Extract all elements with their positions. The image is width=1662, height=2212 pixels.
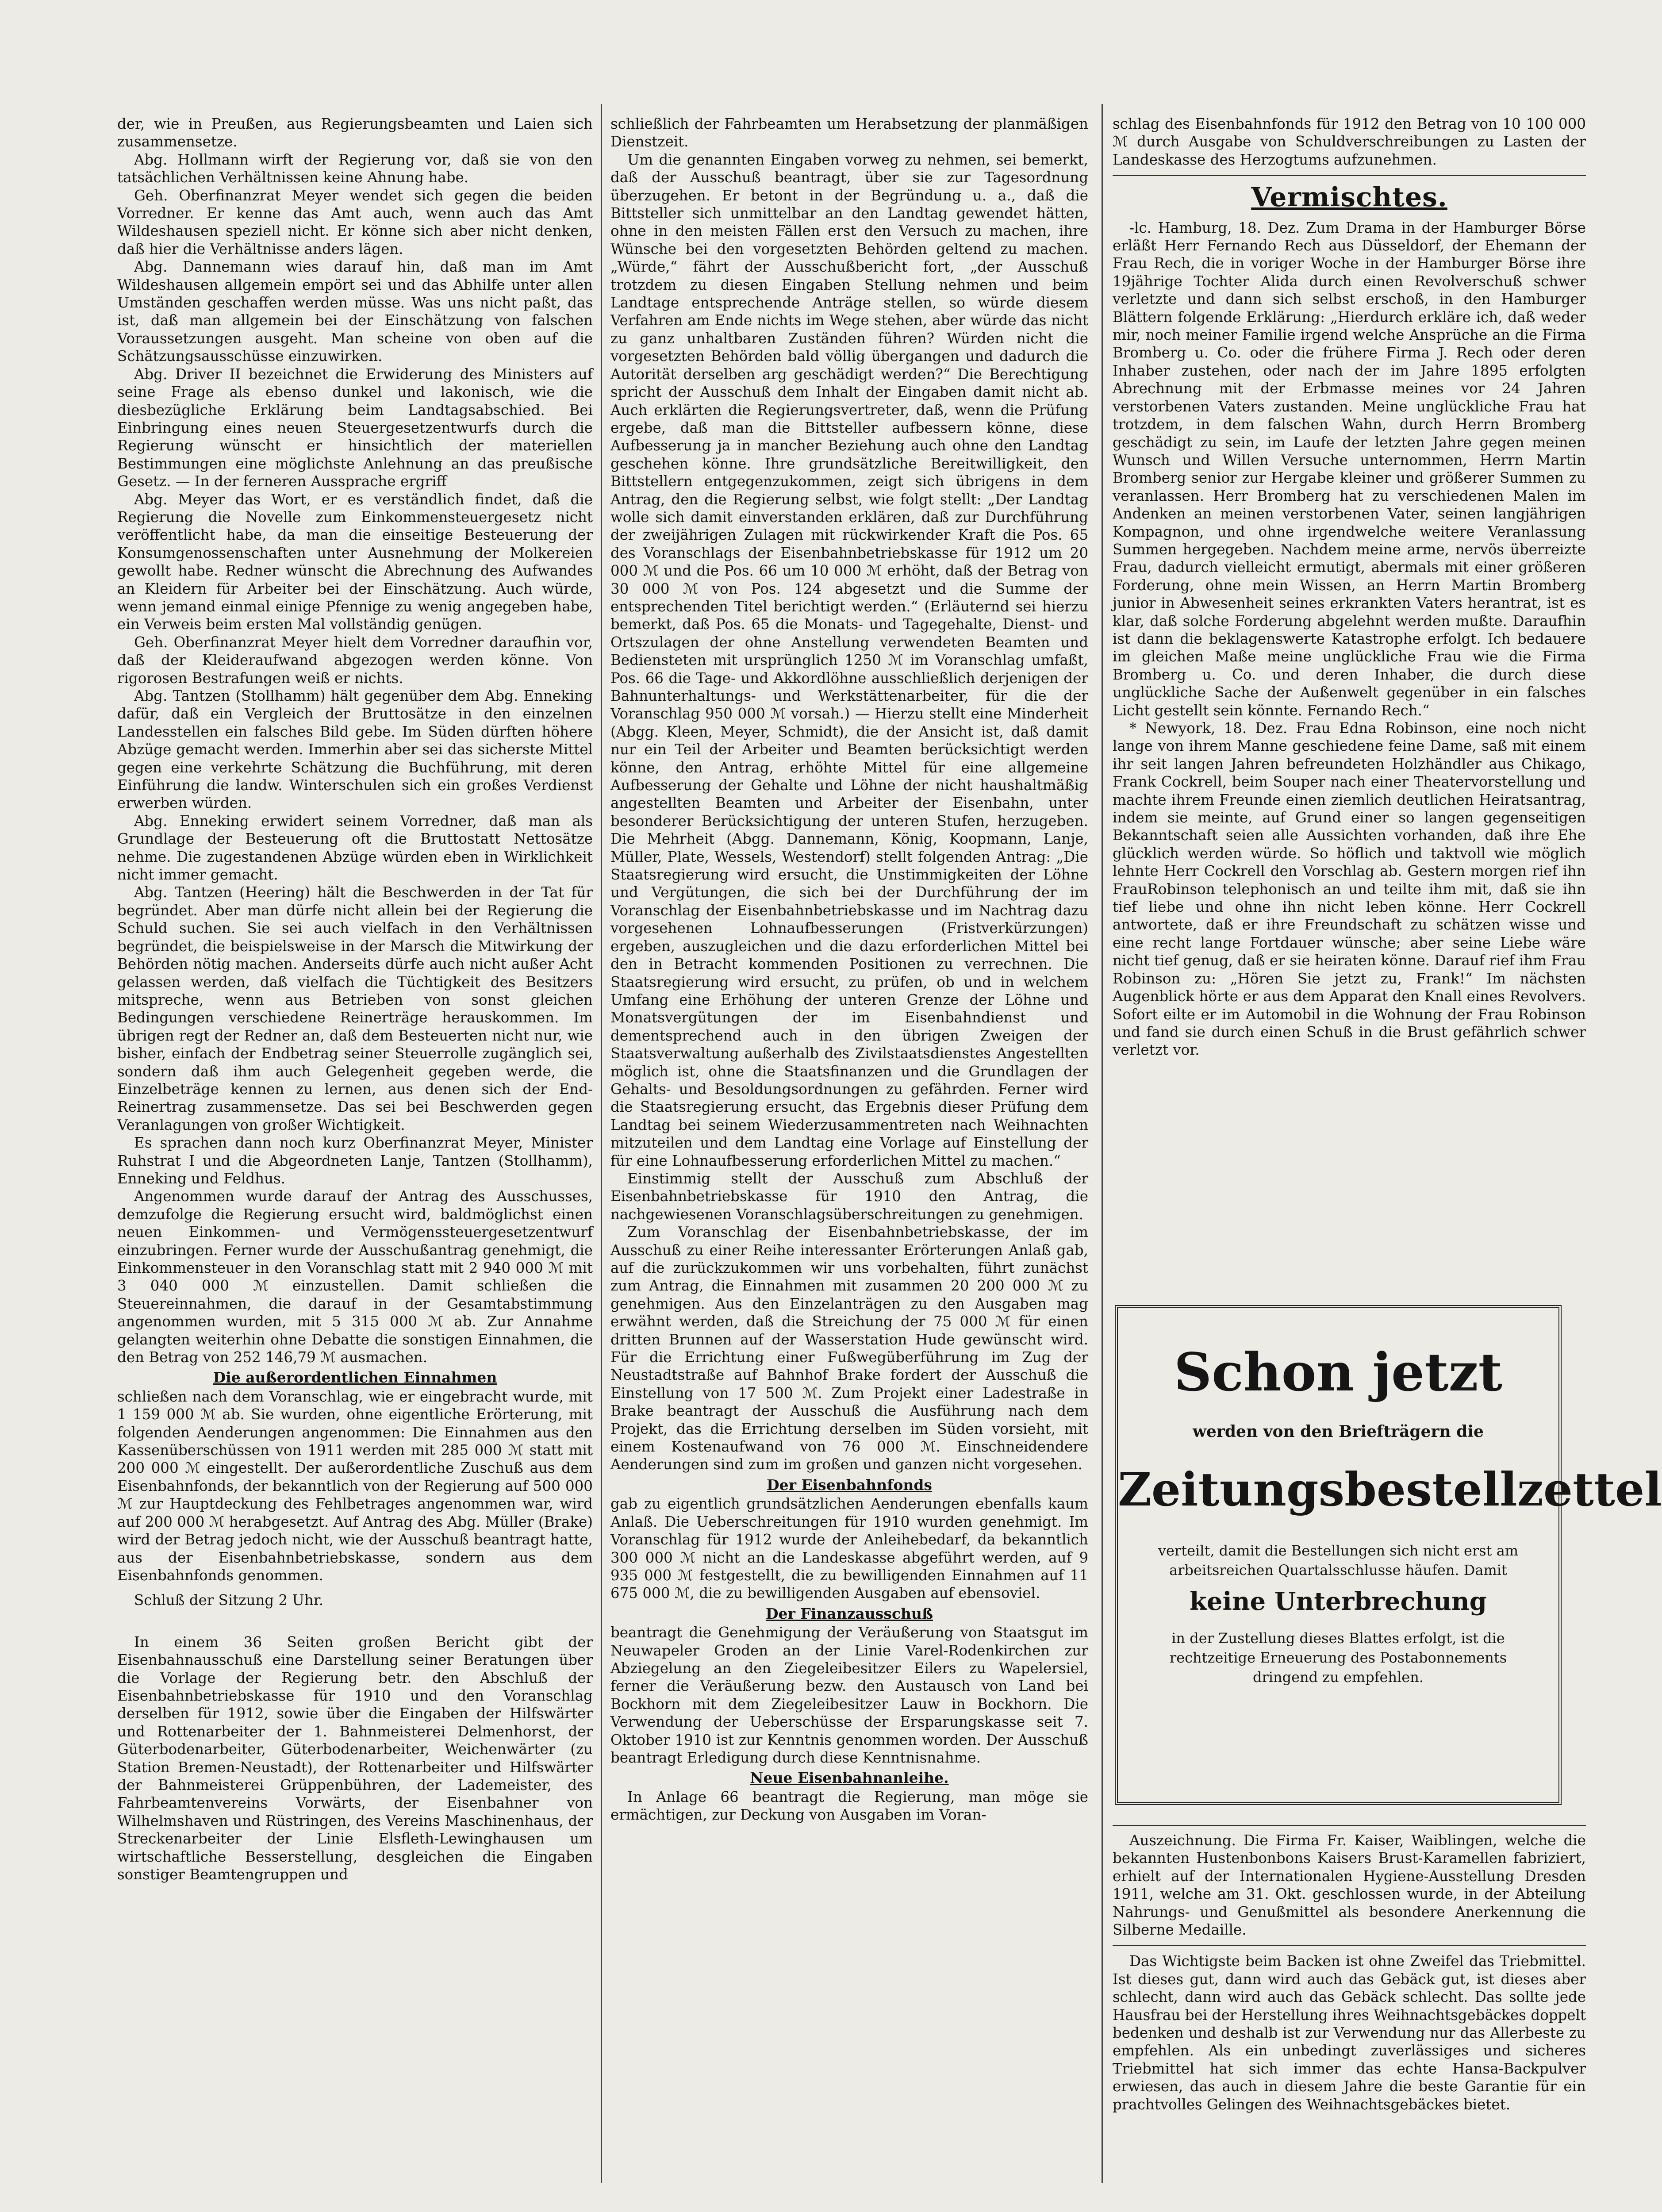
ad-text: werden von den Briefträgern die	[1193, 1422, 1484, 1441]
news-item-hamburg: -lc. Hamburg, 18. Dez. Zum Drama in der Hamburger Börse erläßt Herr Fernando Rech aus Düsseldorf, der Ehemann der Frau Rech, die in voriger Woche in der Hamburger Börse ihre 19jährige Tochter Alida durch einen Revolverschuß schwer verletzte und dann sich selbst erschoß, in den Hamburger Blättern folgende Erklärung: „Hierdurch erkläre ich, daß weder mir, noch meiner Familie irgend welche Ansprüche an die Firma Bromberg u. Co. oder die frühere Firma J. Rech oder deren Inhaber zustehen, oder nach der im Jahre 1895 erfolgten Abrechnung mit der Erbmasse meines vor 24 Jahren verstorbenen Vaters zustanden. Meine unglückliche Frau hat trotzdem, in dem falschen Wahn, durch Herrn Bromberg geschädigt zu sein, im Laufe der letzten Jahre gegen meinen Wunsch und Willen Versuche unternommen, Herrn Martin Bromberg senior zur Hergabe kleiner und größerer Summen zu veranlassen. Herr Bromberg hat zu verschiedenen Malen im Andenken an meinen verstorbenen Vater, seinen langjährigen Kompagnon, und ohne irgendwelche weitere Veranlassung Summen hergegeben. Nachdem meine arme, nervös überreizte Frau, dadurch vielleicht ermutigt, abermals mit einer größeren Forderung, ohne mein Wissen, an Herrn Martin Bromberg junior in Abwesenheit seines erkrankten Vaters herantrat, ist es klar, daß solche Forderung abgelehnt werden mußte. Daraufhin ist dann die beklagenswerte Katastrophe erfolgt. Ich bedauere im gleichen Maße meine unglückliche Frau wie die Firma Bromberg u. Co. und deren Inhaber, die durch diese unglückliche Sache der Außenwelt gegenüber in ein falsches Licht gestellt sein könnte. Fernando Rech.“	[1113, 219, 1586, 719]
notice-auszeichnung: Auszeichnung. Die Firma Fr. Kaiser, Waiblingen, welche die bekannten Hustenbonbons Kaisers Brust-Karamellen fabriziert, erhielt auf der Internationalen Hygiene-Ausstellung Dresden 1911, welche am 31. Okt. geschlossen wurde, in der Abteilung Nahrungs- und Genußmittel als besondere Anerkennung die Silberne Medaille.	[1113, 1832, 1586, 1939]
paragraph: Abg. Tantzen (Stollhamm) hält gegenüber dem Abg. Enneking dafür, daß ein Vergleich der Bruttosätze in den einzelnen Landesstellen ein falsches Bild gebe. Im Süden dürften höhere Abzüge gemacht werden. Immerhin aber sei das sicherste Mittel gegen eine verkehrte Schätzung die Buchführung, mit deren Einführung die landw. Winterschulen sich ein großes Verdienst erwerben würden.	[117, 687, 593, 812]
paragraph: Abg. Enneking erwidert seinem Vorredner, daß man als Grundlage der Besteuerung oft die Bruttostatt Nettosätze nehme. Die zugestandenen Abzüge würden eben in Wirklichkeit nicht immer gemacht.	[117, 812, 593, 883]
paragraph: Abg. Meyer das Wort, er es verständlich findet, daß die Regierung die Novelle zum Einkommensteuergesetz nicht veröffentlicht habe, da man die einseitige Besteuerung der Konsumgenossenschaften unter Ausnehmung der Molkereien gewollt habe. Redner wünscht die Abrechnung des Aufwandes an Kleidern für Arbeiter bei der Einschätzung. Auch würde, wenn jemand einmal einige Pfennige zu wenig angegeben habe, ein Verweis beim ersten Mal vollständig genügen.	[117, 491, 593, 633]
column-rule-1	[601, 104, 602, 2183]
subscription-advertisement	[1115, 1305, 1662, 1805]
ad-text: in der Zustellung dieses Blattes erfolgt, ist die rechtzeitige Erneuerung des Postabonnements dringend zu empfehlen.	[1169, 1630, 1507, 1686]
paragraph: gab zu eigentlich grundsätzlichen Aenderungen ebenfalls kaum Anlaß. Die Ueberschreitungen für 1910 wurden genehmigt. Im Voranschlag für 1912 wurde der Anleihebedarf, da bekanntlich 300 000 ℳ nicht an die Landeskasse abgeführt werden, auf 9 935 000 ℳ festgestellt, die zu bewilligenden Einnahmen auf 11 675 000 ℳ, die zu bewilligenden Ausgaben auf ebensoviel.	[610, 1495, 1088, 1602]
paragraph: Abg. Hollmann wirft der Regierung vor, daß sie von den tatsächlichen Verhältnissen keine Ahnung habe.	[117, 151, 593, 186]
section-heading: Neue Eisenbahnanleihe.	[750, 1769, 949, 1787]
section-divider	[1113, 175, 1586, 176]
paragraph: Geh. Oberfinanzrat Meyer wendet sich gegen die beiden Vorredner. Er kenne das Amt auch, wenn auch das Amt Wildeshausen speziell nicht. Er könne sich aber nicht denken, daß hier die Verhältnisse anders lägen.	[117, 187, 593, 257]
section-heading: Die außerordentlichen Einnahmen	[213, 1369, 497, 1386]
ad-headline-2: Zeitungsbestellzettel	[1118, 1462, 1662, 1517]
column-3	[1113, 115, 1586, 1059]
paragraph: Angenommen wurde darauf der Antrag des Ausschusses, demzufolge die Regierung ersucht wird, baldmöglichst einen neuen Einkommen- und Vermögenssteuergesetzentwurf einzubringen. Ferner wurde der Ausschußantrag genehmigt, die Einkommensteuer in den Voranschlag statt mit 2 940 000 ℳ mit 3 040 000 ℳ einzustellen. Damit schließen die Steuereinnahmen, die darauf in der Gesamtabstimmung angenommen wurden, mit 5 315 000 ℳ ab. Zur Annahme gelangten weiterhin ohne Debatte die sonstigen Einnahmen, die den Betrag von 252 146,79 ℳ ausmachen.	[117, 1188, 593, 1366]
paragraph: In einem 36 Seiten großen Bericht gibt der Eisenbahnausschuß eine Darstellung seiner Beratungen über die Vorlage der Regierung betr. den Abschluß der Eisenbahnbetriebskasse für 1910 und den Voranschlag derselben für 1912, sowie über die Eingaben der Hilfswärter und Rottenarbeiter der 1. Bahnmeisterei Delmenhorst, der Güterbodenarbeiter, Güterbodenarbeiter, Weichenwärter (zu Station Bremen-Neustadt), der Rottenarbeiter und Hilfswärter der Bahnmeisterei Grüppenbühren, der Lademeister, des Fahrbeamtenvereins Vorwärts, der Eisenbahner von Wilhelmshaven und Rüstringen, des Vereins Maschinenhaus, der Streckenarbeiter der Linie Elsfleth-Lewinghausen um wirtschaftliche Besserstellung, desgleichen die Eingaben sonstiger Beamtengruppen und	[117, 1633, 593, 1883]
paragraph: Geh. Oberfinanzrat Meyer hielt dem Vorredner daraufhin vor, daß der Kleideraufwand abgezogen werden könne. Von rigorosen Bestrafungen weiß er nichts.	[117, 634, 593, 687]
paragraph: Abg. Driver II bezeichnet die Erwiderung des Ministers auf seine Frage als ebenso dunkel und lakonisch, wie die diesbezügliche Erklärung beim Landtagsabschied. Bei Einbringung eines neuen Steuergesetzentwurfs durch die Regierung wünscht er hinsichtlich der materiellen Bestimmungen eine möglichste Anlehnung an das preußische Gesetz. — In der ferneren Aussprache ergriff	[117, 365, 593, 490]
section-divider	[1113, 1945, 1586, 1946]
column-1	[117, 115, 593, 1883]
paragraph: Abg. Dannemann wies darauf hin, daß man im Amt Wildeshausen allgemein empört sei und das Abhilfe unter allen Umständen geschaffen werden müsse. Was uns nicht paßt, das ist, daß man allgemein bei der Einschätzung von falschen Voraussetzungen ausgeht. Man scheine von oben auf die Schätzungsausschüsse einzuwirken.	[117, 258, 593, 365]
paragraph: Um die genannten Eingaben vorweg zu nehmen, sei bemerkt, daß der Ausschuß beantragt, über sie zur Tagesordnung überzugehen. Er betont in der Begründung u. a., daß die Bittsteller sich unmittelbar an den Landtag gewendet hätten, ohne in den meisten Fällen erst den Versuch zu machen, ihre Wünsche bei den vorgesetzten Behörden geltend zu machen. „Würde,“ fährt der Ausschußbericht fort, „der Ausschuß trotzdem zu diesen Eingaben Stellung nehmen und beim Landtage entsprechende Anträge stellen, so würde diesem Verfahren am Ende nichts im Wege stehen, aber würde das nicht zu ganz unhaltbaren Zuständen führen? Würden nicht die vorgesetzten Behörden bald völlig übergangen und dadurch die Autorität derselben arg geschädigt werden?“ Die Berechtigung spricht der Ausschuß dem Inhalt der Eingaben damit nicht ab. Auch erklärten die Regierungsvertreter, daß, wenn die Prüfung ergebe, daß man die Bittsteller aufbessern könne, diese Aufbesserung ja in mancher Beziehung auch ohne den Landtag geschehen könne. Ihre grundsätzliche Bereitwilligkeit, den Bittstellern entgegenzukommen, zeigt sich übrigens in dem Antrag, den die Regierung selbst, wie folgt stellt: „Der Landtag wolle sich damit einverstanden erklären, daß zur Durchführung der zweijährigen Zulagen mit rückwirkender Kraft die Pos. 65 des Voranschlags der Eisenbahnbetriebskasse für 1912 um 20 000 ℳ und die Pos. 66 um 10 000 ℳ erhöht, daß der Betrag von 30 000 ℳ von Pos. 124 abgesetzt und die Summe der entsprechenden Titel berichtigt werden.“ (Erläuternd sei hierzu bemerkt, daß Pos. 65 die Monats- und Tagegehalte, Dienst- und Ortszulagen der ohne Anstellung verwendeten Beamten und Bediensteten mit ursprünglich 1250 ℳ im Voranschlag umfaßt, Pos. 66 die Tage- und Akkordlöhne ausschließlich derjenigen der Bahnunterhaltungs- und Werkstättenarbeiter, für die der Voranschlag 950 000 ℳ vorsah.) — Hierzu stellt eine Minderheit (Abgg. Kleen, Meyer, Schmidt), die der Ansicht ist, daß damit nur ein Teil der Arbeiter und Beamten berücksichtigt werden könne, den Antrag, erhöhte Mittel für eine allgemeine Aufbesserung der Gehalte und Löhne der nicht haushaltmäßig angestellten Beamten und Arbeiter der Eisenbahn, unter besonderer Berücksichtigung der unteren Stufen, herzugeben. Die Mehrheit (Abgg. Dannemann, König, Koopmann, Lanje, Müller, Plate, Wessels, Westendorf) stellt folgenden Antrag: „Die Staatsregierung wird ersucht, die Unstimmigkeiten der Löhne und Vergütungen, die sich bei der Durchführung der im Voranschlag der Eisenbahnbetriebskasse und im Nachtrag dazu vorgesehenen Lohnaufbesserungen (Fristverkürzungen) ergeben, auszugleichen und die dazu erforderlichen Mittel bei den in Betracht kommenden Positionen zu verrechnen. Die Staatsregierung wird ersucht, zu prüfen, ob und in welchem Umfang eine Erhöhung der unteren Grenze der Löhne und Monatsvergütungen der im Eisenbahndienst und dementsprechend auch in den übrigen Zweigen der Staatsverwaltung außerhalb des Zivilstaatsdienstes Angestellten möglich ist, ohne die Staatsfinanzen und die Grundlagen der Gehalts- und Besoldungsordnungen zu gefährden. Ferner wird die Staatsregierung ersucht, das Ergebnis dieser Prüfung dem Landtag bei seinem Wiederzusammentreten nach Weihnachten mitzuteilen und dem Landtag eine Vorlage auf Einstellung der für eine Lohnaufbesserung erforderlichen Mittel zu machen.“	[610, 151, 1088, 1169]
news-item-newyork: * Newyork, 18. Dez. Frau Edna Robinson, eine noch nicht lange von ihrem Manne geschiedene feine Dame, saß mit einem ihr seit langen Jahren befreundeten Holzhändler aus Chikago, Frank Cockrell, beim Souper nach einer Theatervorstellung und machte ihrem Freunde einen ziemlich deutlichen Heiratsantrag, indem sie meinte, auf Grund einer so langen gegenseitigen Bekanntschaft seien alle Aussichten vorhanden, daß ihre Ehe glücklich werden würde. So höflich und taktvoll wie möglich lehnte Herr Cockrell den Vorschlag ab. Gestern morgen rief ihn FrauRobinson telephonisch an und teilte ihm mit, daß sie ihn tief liebe und ohne ihn nicht leben könne. Herr Cockrell antwortete, daß er ihre Freundschaft zu schätzen wisse und eine recht lange Fortdauer wünsche; aber seine Liebe wäre nicht tief genug, daß er sie heiraten könne. Darauf rief ihm Frau Robinson zu: „Hören Sie jetzt zu, Frank!“ Im nächsten Augenblick hörte er aus dem Apparat den Knall eines Revolvers. Sofort eilte er im Automobil in die Wohnung der Frau Robinson und fand sie durch einen Schuß in die Brust gefährlich schwer verletzt vor.	[1113, 720, 1586, 1059]
notices-section	[1113, 1832, 1586, 2113]
section-divider	[1113, 1825, 1586, 1826]
paragraph: Zum Voranschlag der Eisenbahnbetriebskasse, der im Ausschuß zu einer Reihe interessanter Erörterungen Anlaß gab, auf die zurückzukommen wir uns vorbehalten, führt zunächst zum Antrag, die Einnahmen mit zusammen 20 200 000 ℳ zu genehmigen. Aus den Einzelanträgen zu den Ausgaben mag erwähnt werden, daß die Streichung der 75 000 ℳ für einen dritten Brunnen auf der Wasserstation Hude gewünscht wird. Für die Errichtung einer Fußwegüberführung im Zug der Neustadtstraße auf Bahnhof Brake fordert der Ausschuß die Einstellung von 17 500 ℳ. Zum Projekt einer Ladestraße in Brake beantragt der Ausschuß die Ausführung nach dem Projekt, das die Errichtung derselben im Süden vorsieht, mit einem Kostenaufwand von 76 000 ℳ. Einschneidendere Aenderungen sind zum im großen und ganzen nicht vorgesehen.	[610, 1224, 1088, 1473]
notice-backen: Das Wichtigste beim Backen ist ohne Zweifel das Triebmittel. Ist dieses gut, dann wird auch das Gebäck gut, ist dieses aber schlecht, dann wird auch das Gebäck schlecht. Das sollte jede Hausfrau bei der Herstellung ihres Weihnachtsgebäckes doppelt bedenken und deshalb ist zur Verwendung nur das Allerbeste zu empfehlen. Als ein unbedingt zuverlässiges und sicheres Triebmittel hat sich immer das echte Hansa-Backpulver erwiesen, das auch in diesem Jahre die beste Garantie für ein prachtvolles Gelingen des Weihnachtsgebäckes bietet.	[1113, 1953, 1586, 2113]
ad-headline: Schon jetzt	[1174, 1341, 1503, 1403]
paragraph: In Anlage 66 beantragt die Regierung, man möge sie ermächtigen, zur Deckung von Ausgaben im Voran-	[610, 1788, 1088, 1824]
ad-emphasis: keine Unterbrechung	[1190, 1587, 1487, 1616]
paragraph: der, wie in Preußen, aus Regierungsbeamten und Laien sich zusammensetze.	[117, 115, 593, 150]
paragraph: Einstimmig stellt der Ausschuß zum Abschluß der Eisenbahnbetriebskasse für 1910 den Antrag, die nachgewiesenen Voranschlagsüberschreitungen zu genehmigen.	[610, 1170, 1088, 1223]
paragraph: Abg. Tantzen (Heering) hält die Beschwerden in der Tat für begründet. Aber man dürfe nicht allein bei der Regierung die Schuld suchen. Sie sei auch vielfach in den Verhältnissen begründet, die beispielsweise in der Marsch die Mitwirkung der Behörden nötig machen. Anderseits dürfe auch nicht außer Acht gelassen werden, daß vielfach die Tüchtigkeit des Besitzers mitspreche, wenn aus Betrieben von sonst gleichen Bedingungen verschiedene Reinerträge herauskommen. Im übrigen regt der Redner an, daß dem Besteuerten nicht nur, wie bisher, einfach der Endbetrag seiner Steuerrolle zugänglich sei, sondern daß ihm auch Gelegenheit gegeben werde, die Einzelbeträge kennen zu lernen, aus denen sich der End-Reinertrag zusammensetze. Das sei bei Beschwerden gegen Veranlagungen von großer Wichtigkeit.	[117, 884, 593, 1133]
session-end-line: Schluß der Sitzung 2 Uhr.	[134, 1592, 324, 1609]
section-title-vermischtes: Vermischtes.	[1251, 182, 1447, 213]
paragraph: beantragt die Genehmigung der Veräußerung von Staatsgut im Neuwapeler Groden an der Linie Varel-Rodenkirchen zur Abziegelung an den Ziegeleibesitzer Eilers zu Wapelersiel, ferner die Veräußerung bezw. den Austausch von Land bei Bockhorn mit dem Ziegeleibesitzer Lauw in Bockhorn. Die Verwendung der Ueberschüsse der Ersparungskasse seit 7. Oktober 1910 ist zur Kenntnis genommen worden. Der Ausschuß beantragt Erledigung durch diese Kenntnisnahme.	[610, 1624, 1088, 1766]
paragraph: schließen nach dem Voranschlag, wie er eingebracht wurde, mit 1 159 000 ℳ ab. Sie wurden, ohne eigentliche Erörterung, mit folgenden Aenderungen angenommen: Die Einnahmen aus den Kassenüberschüssen von 1911 werden mit 285 000 ℳ statt mit 200 000 ℳ eingestellt. Der außerordentliche Zuschuß aus dem Eisenbahnfonds, der bekanntlich von der Regierung auf 500 000 ℳ zur Hauptdeckung des Fehlbetrages angenommen war, wird auf 200 000 ℳ herabgesetzt. Auf Antrag des Abg. Müller (Brake) wird der Betrag jedoch nicht, wie der Ausschuß beantragt hatte, aus der Eisenbahnbetriebskasse, sondern aus dem Eisenbahnfonds genommen.	[117, 1388, 593, 1584]
paragraph: schließlich der Fahrbeamten um Herabsetzung der planmäßigen Dienstzeit.	[610, 115, 1088, 150]
ad-text: verteilt, damit die Bestellungen sich nicht erst am arbeitsreichen Quartalsschlusse häufen. Damit	[1158, 1542, 1519, 1578]
section-heading: Der Eisenbahnfonds	[766, 1476, 933, 1494]
paragraph: Es sprachen dann noch kurz Oberfinanzrat Meyer, Minister Ruhstrat I und die Abgeordneten Lanje, Tantzen (Stollhamm), Enneking und Feldhus.	[117, 1134, 593, 1187]
column-rule-2	[1102, 104, 1103, 2183]
column-2	[610, 115, 1088, 1824]
paragraph: schlag des Eisenbahnfonds für 1912 den Betrag von 10 100 000 ℳ durch Ausgabe von Schuldverschreibungen zu Lasten der Landeskasse des Herzogtums aufzunehmen.	[1113, 115, 1586, 168]
section-heading: Der Finanzausschuß	[765, 1605, 933, 1622]
